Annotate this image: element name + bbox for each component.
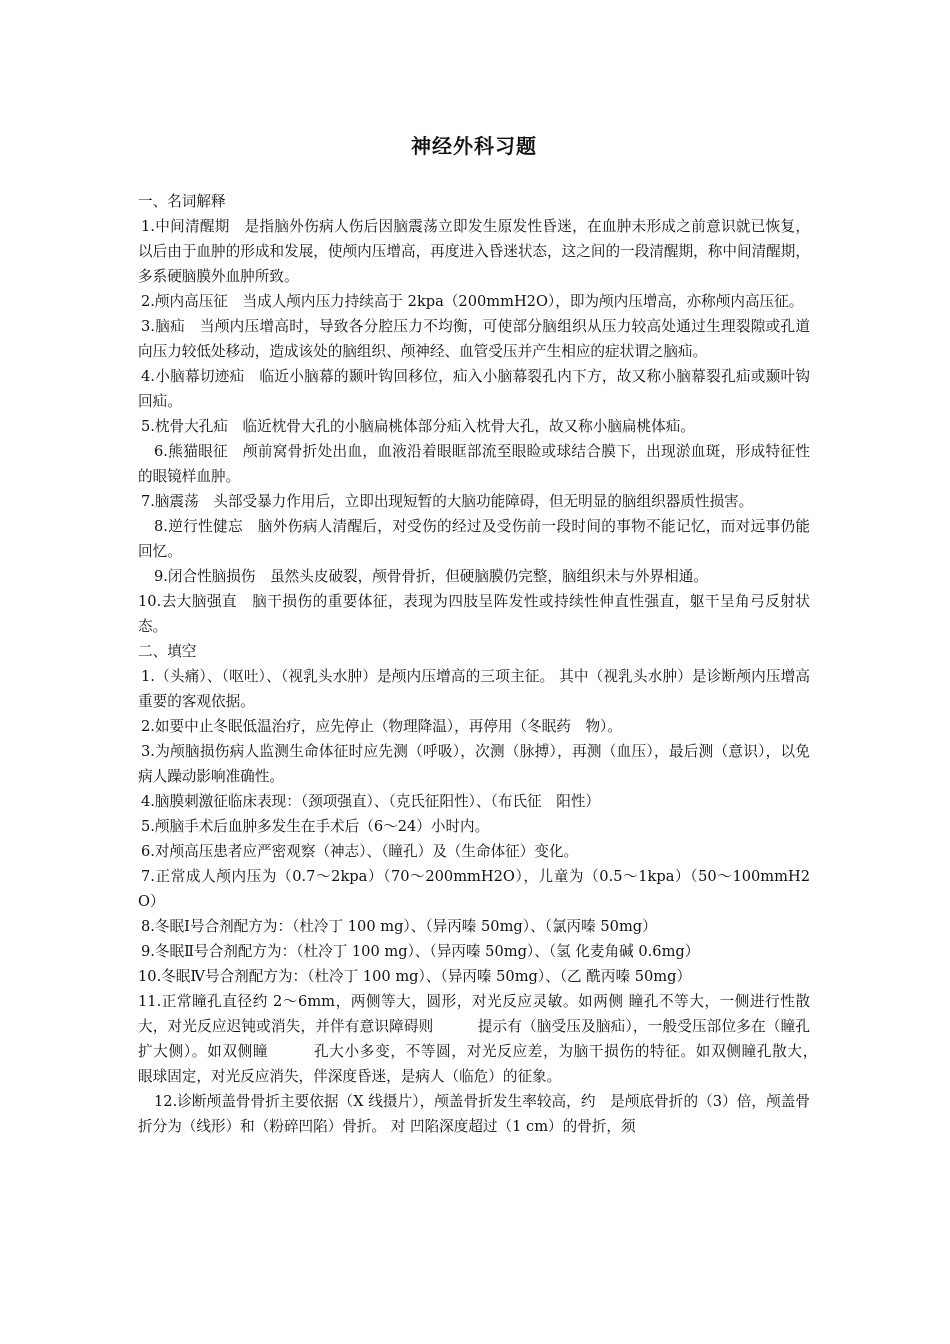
fill-in-item: 7.正常成人颅内压为（0.7～2kpa）（70～200mmH2O），儿童为（0.5～1kpa）（50～100mmH2O） [138,868,810,910]
definition-item: 5.枕骨大孔疝 临近枕骨大孔的小脑扁桃体部分疝入枕骨大孔，故又称小脑扁桃体疝。 [141,418,695,435]
definition-item: 2.颅内高压征 当成人颅内压力持续高于 2kpa（200mmH2O），即为颅内压增高，亦称颅内高压征。 [141,293,804,310]
definition-item: 3.脑疝 当颅内压增高时，导致各分腔压力不均衡，可使部分脑组织从压力较高处通过生理裂隙或孔道向压力较低处移动，造成该处的脑组织、颅神经、血管受压并产生相应的症状谓之脑疝。 [138,318,810,360]
definition-item: 8.逆行性健忘 脑外伤病人清醒后，对受伤的经过及受伤前一段时间的事物不能记忆，而对远事仍能回忆。 [138,518,810,560]
document-body [138,189,854,1139]
section-heading-definitions: 一、名词解释 [138,193,226,210]
definition-item: 9.闭合性脑损伤 虽然头皮破裂，颅骨骨折，但硬脑膜仍完整，脑组织未与外界相通。 [154,568,708,585]
fill-in-item: 9.冬眠Ⅱ号合剂配方为：（杜冷丁 100 mg）、（异丙嗪 50mg）、（氢 化麦角碱 0.6mg） [141,943,700,960]
document-title: 神经外科习题 [411,134,537,158]
fill-in-item: 12.诊断颅盖骨骨折主要依据（X 线摄片），颅盖骨折发生率较高，约 是颅底骨折的（3）倍，颅盖骨折分为（线形）和（粉碎凹陷）骨折。 对 凹陷深度超过（1 cm）的骨折，须 [138,1093,810,1135]
fill-in-item: 11.正常瞳孔直径约 2～6mm，两侧等大，圆形，对光反应灵敏。如两侧 瞳孔不等大，一侧进行性散大，对光反应迟钝或消失，并伴有意识障碍则 提示有（脑受压及脑疝），一般受压部位多在（瞳孔扩大侧）。如双侧瞳 孔大小多变，不等圆，对光反应差，为脑干损伤的特征。如双侧瞳孔散大， 眼球固定，对光反应消失，伴深度昏迷，是病人（临危）的征象。 [138,993,854,1085]
fill-in-item: 8.冬眠Ⅰ号合剂配方为：（杜冷丁 100 mg）、（异丙嗪 50mg）、（氯丙嗪 50mg） [141,918,657,935]
fill-in-item: 3.为颅脑损伤病人监测生命体征时应先测（呼吸），次测（脉搏），再测（血压），最后测（意识），以免病人躁动影响准确性。 [138,743,810,785]
section-heading-fill-in: 二、填空 [138,643,197,660]
fill-in-item: 6.对颅高压患者应严密观察（神志）、（瞳孔）及（生命体征）变化。 [141,843,579,860]
definition-item: 1.中间清醒期 是指脑外伤病人伤后因脑震荡立即发生原发性昏迷，在血肿未形成之前意识就已恢复，以后由于血肿的形成和发展，使颅内压增高，再度进入昏迷状态，这之间的一段清醒期，称中间清醒期，多系硬脑膜外血肿所致。 [138,218,810,285]
fill-in-item: 4.脑膜刺激征临床表现：（颈项强直）、（克氏征阳性）、（布氏征 阳性） [141,793,601,810]
definition-item: 10.去大脑强直 脑干损伤的重要体征，表现为四肢呈阵发性或持续性伸直性强直，躯干呈角弓反射状态。 [138,593,810,635]
fill-in-item: 2.如要中止冬眠低温治疗，应先停止（物理降温），再停用（冬眠药 物）。 [141,718,622,735]
definition-item: 4.小脑幕切迹疝 临近小脑幕的颞叶钩回移位，疝入小脑幕裂孔内下方，故又称小脑幕裂孔疝或颞叶钩回疝。 [138,368,810,410]
definition-item: 7.脑震荡 头部受暴力作用后，立即出现短暂的大脑功能障碍，但无明显的脑组织器质性损害。 [141,493,754,510]
definition-item: 6.熊猫眼征 颅前窝骨折处出血，血液沿着眼眶部流至眼睑或球结合膜下，出现淤血斑，形成特征性的眼镜样血肿。 [138,443,810,485]
fill-in-item: 10.冬眠Ⅳ号合剂配方为：（杜冷丁 100 mg）、（异丙嗪 50mg）、（乙 酰丙嗪 50mg） [138,968,692,985]
fill-in-item: 5.颅脑手术后血肿多发生在手术后（6～24）小时内。 [141,818,490,835]
fill-in-item: 1.（头痛）、（呕吐）、（视乳头水肿）是颅内压增高的三项主征。 其中（视乳头水肿）是诊断颅内压增高重要的客观依据。 [138,668,810,710]
document-page [138,0,854,1344]
